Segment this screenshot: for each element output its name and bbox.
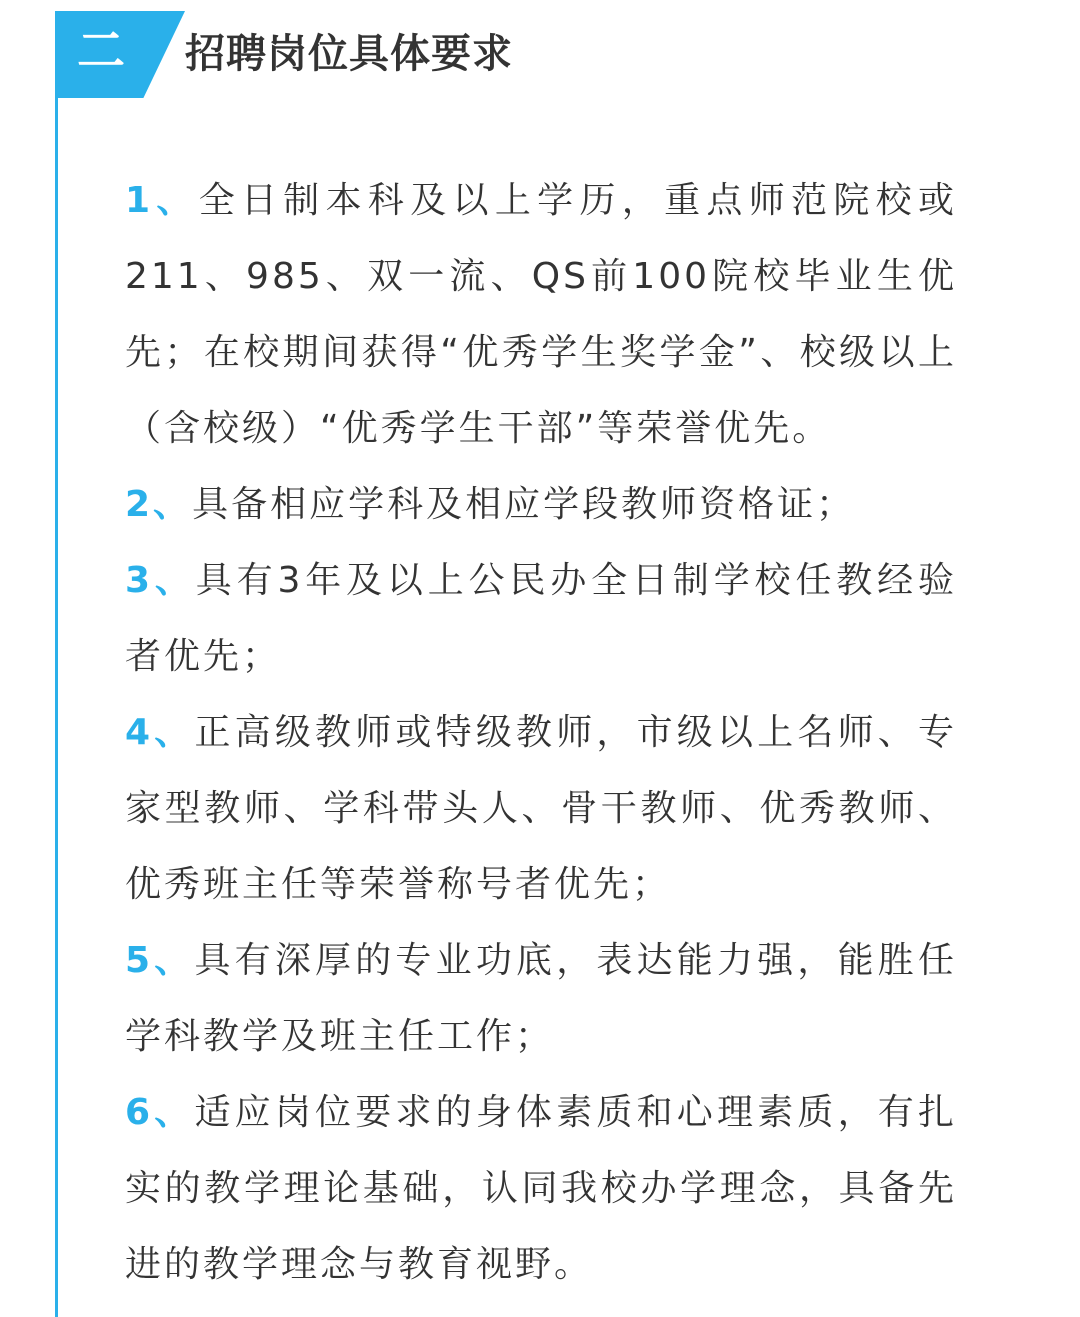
requirement-number: 1、	[125, 180, 199, 221]
requirement-number: 4、	[125, 712, 195, 753]
requirement-item-1	[125, 163, 957, 467]
requirement-text: 具备相应学科及相应学段教师资格证；	[192, 484, 856, 525]
requirement-number: 6、	[125, 1092, 195, 1133]
requirement-text: 全日制本科及以上学历，重点师范院校或211、985、双一流、QS前100院校毕业生优先；在校期间获得“优秀学生奖学金”、校级以上（含校级）“优秀学生干部”等荣誉优先。	[125, 180, 957, 449]
left-accent-rule	[55, 96, 58, 1317]
requirement-text: 具有深厚的专业功底，表达能力强，能胜任学科教学及班主任工作；	[125, 940, 957, 1057]
section-number: 二	[76, 23, 125, 79]
requirement-item-6	[125, 1075, 957, 1303]
requirement-item-2	[125, 467, 957, 543]
requirement-number: 3、	[125, 560, 196, 601]
requirement-text: 适应岗位要求的身体素质和心理素质，有扎实的教学理论基础，认同我校办学理念，具备先进的教学理念与教育视野。	[125, 1092, 957, 1285]
requirement-item-5	[125, 923, 957, 1075]
requirements-list	[125, 163, 957, 1303]
requirement-number: 2、	[125, 484, 193, 525]
requirement-number: 5、	[125, 940, 195, 981]
requirement-text: 具有3年及以上公民办全日制学校任教经验者优先；	[125, 560, 957, 677]
requirement-item-3	[125, 543, 957, 695]
requirement-item-4	[125, 695, 957, 923]
section-title: 招聘岗位具体要求	[185, 31, 513, 77]
requirement-text: 正高级教师或特级教师，市级以上名师、专家型教师、学科带头人、骨干教师、优秀教师、优秀班主任等荣誉称号者优先；	[125, 712, 957, 905]
